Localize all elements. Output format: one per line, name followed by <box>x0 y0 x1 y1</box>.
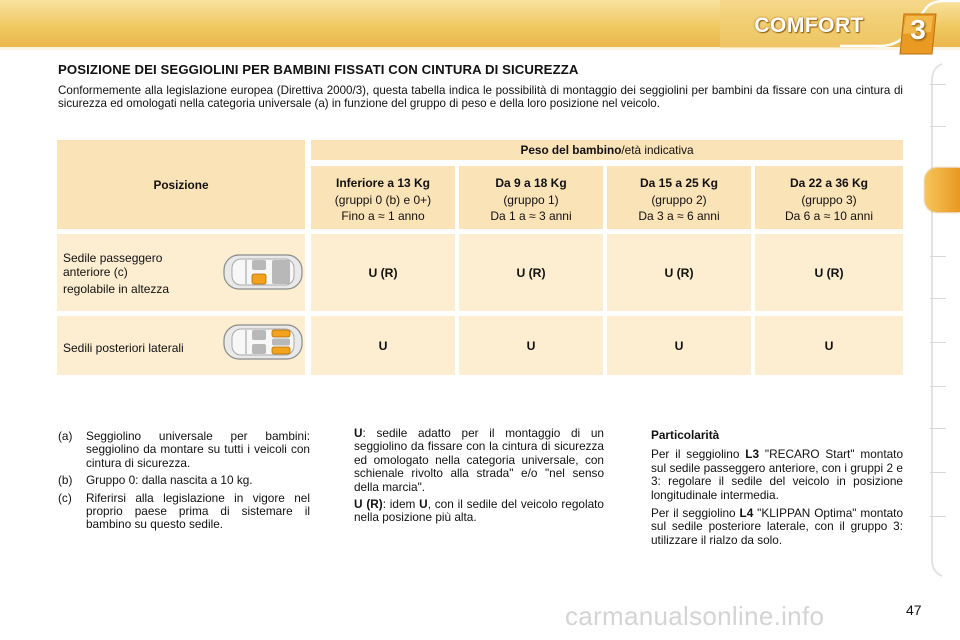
table-cell <box>311 234 455 311</box>
particolarita-l3 <box>651 448 903 502</box>
particolarita-text: Per il seggiolino <box>651 506 740 521</box>
footnote-key: (c) <box>58 490 72 505</box>
side-tab-divider <box>930 428 946 429</box>
cell-value: U (R) <box>664 265 694 280</box>
group-subtitle: (gruppo 3) <box>801 192 857 207</box>
cell-value: U (R) <box>368 265 398 280</box>
watermark: carmanualsonline.info <box>565 601 825 631</box>
group-header-0 <box>311 166 455 229</box>
row-label-line1: Sedili posteriori laterali <box>63 341 184 355</box>
position-header-label: Posizione <box>153 177 209 192</box>
legend-u <box>354 427 604 494</box>
footnote-key: (a) <box>58 429 73 443</box>
legend-ur <box>354 498 604 525</box>
table-cell <box>607 316 751 375</box>
legend-ur-text: : idem <box>382 497 420 512</box>
side-tab-divider <box>930 84 946 85</box>
side-tab-rail <box>928 60 952 580</box>
group-title: Inferiore a 13 Kg <box>335 176 431 190</box>
page-number: 47 <box>906 602 922 618</box>
legend-ur-ref: U <box>419 497 428 512</box>
table-header-position <box>57 140 305 229</box>
side-tab-divider <box>930 472 946 473</box>
side-tab-divider <box>930 298 946 299</box>
particolarita-l4 <box>651 507 903 547</box>
group-age: Da 6 a ≈ 10 anni <box>785 209 873 223</box>
footnote-c <box>58 492 310 532</box>
weight-header-rest: /età indicativa <box>621 143 694 157</box>
chapter-number: 3 <box>910 14 926 45</box>
cell-value: U <box>674 338 684 353</box>
particolarita-column <box>651 429 903 552</box>
particolarita-text: Per il seggiolino <box>651 447 746 462</box>
side-tab-divider <box>930 126 946 127</box>
cell-value: U (R) <box>814 265 844 280</box>
footnote-text: Gruppo 0: dalla nascita a 10 kg. <box>86 473 253 488</box>
table-cell <box>459 316 603 375</box>
table-cell <box>459 234 603 311</box>
seat-code-l3: L3 <box>745 447 760 462</box>
intro-paragraph: Conformemente alla legislazione europea (Direttiva 2000/3), questa tabella indica le possibilità di montaggio dei seggiolini per bambini da fissare con una cintura di sicurezza ed omologati nella categoria universale (a) in funzione del gruppo di peso e della loro posizione nel veicolo. <box>58 84 903 111</box>
cell-value: U (R) <box>516 265 546 280</box>
group-subtitle: (gruppo 1) <box>503 192 559 207</box>
group-age: Fino a ≈ 1 anno <box>341 209 425 223</box>
side-tab-divider <box>930 386 946 387</box>
car-rear-seats-icon <box>222 322 304 362</box>
group-header-2 <box>607 166 751 229</box>
side-tab-divider <box>930 516 946 517</box>
group-title: Da 9 a 18 Kg <box>495 176 567 190</box>
cell-value: U <box>526 338 536 353</box>
group-title: Da 15 a 25 Kg <box>639 176 719 190</box>
group-age: Da 3 a ≈ 6 anni <box>638 209 720 223</box>
footnote-a <box>58 430 310 470</box>
cell-value: U <box>378 338 388 353</box>
particolarita-text: "RECARO Start" montato sul sedile passeggero anteriore, con i gruppi 2 e 3: regolare il sedile del veicolo in posizione longitudinale intermedia. <box>651 447 903 502</box>
legend-ur-text: , con il sedile del veicolo regolato nella posizione più alta. <box>354 497 604 525</box>
section-title: POSIZIONE DEI SEGGIOLINI PER BAMBINI FISSATI CON CINTURA DI SICUREZZA <box>58 62 579 77</box>
legend-ur-term: U (R) <box>354 497 383 512</box>
weight-header-bold: Peso del bambino <box>520 143 622 157</box>
table-cell <box>755 234 903 311</box>
side-tab-active-chapter[interactable] <box>925 168 960 212</box>
footnote-text: Seggiolino universale per bambini: seggiolino da montare su tutti i veicoli con cintura di sicurezza. <box>86 429 310 470</box>
table-cell <box>755 316 903 375</box>
footnotes <box>58 430 310 536</box>
particolarita-title: Particolarità <box>651 428 720 442</box>
footnote-b <box>58 474 310 487</box>
particolarita-text: "KLIPPAN Optima" montato sul sedile posteriore laterale, con il gruppo 3: utilizzare il rialzo da solo. <box>651 506 903 547</box>
group-header-3 <box>755 166 903 229</box>
chapter-title: COMFORT <box>754 14 864 37</box>
group-header-1 <box>459 166 603 229</box>
car-front-seat-icon <box>222 252 304 292</box>
row-label-line1: Sedile passeggero anteriore (c) <box>63 251 163 279</box>
cell-value: U <box>824 338 834 353</box>
group-subtitle: (gruppi 0 (b) e 0+) <box>334 192 432 207</box>
seat-code-l4: L4 <box>739 506 754 521</box>
footnote-text: Riferirsi alla legislazione in vigore nel proprio paese prima di sistemare il bambino su questo sedile. <box>86 490 310 532</box>
legend-u-text: : sedile adatto per il montaggio di un seggiolino da fissare con la cintura di sicurezza ed omologato nella categoria universale, con schienale rivolto alla strada" e/o "nel senso della marcia". <box>354 426 604 494</box>
table-cell <box>607 234 751 311</box>
side-tab-divider <box>930 342 946 343</box>
row-label-line2: regolabile in altezza <box>63 282 170 296</box>
legend-column <box>354 427 604 529</box>
table-header-weight <box>311 140 903 160</box>
group-age: Da 1 a ≈ 3 anni <box>490 209 572 223</box>
footnote-key: (b) <box>58 473 73 488</box>
group-title: Da 22 a 36 Kg <box>789 176 869 190</box>
group-subtitle: (gruppo 2) <box>651 192 707 207</box>
table-cell <box>311 316 455 375</box>
legend-u-term: U <box>354 426 363 440</box>
side-tab-divider <box>930 256 946 257</box>
